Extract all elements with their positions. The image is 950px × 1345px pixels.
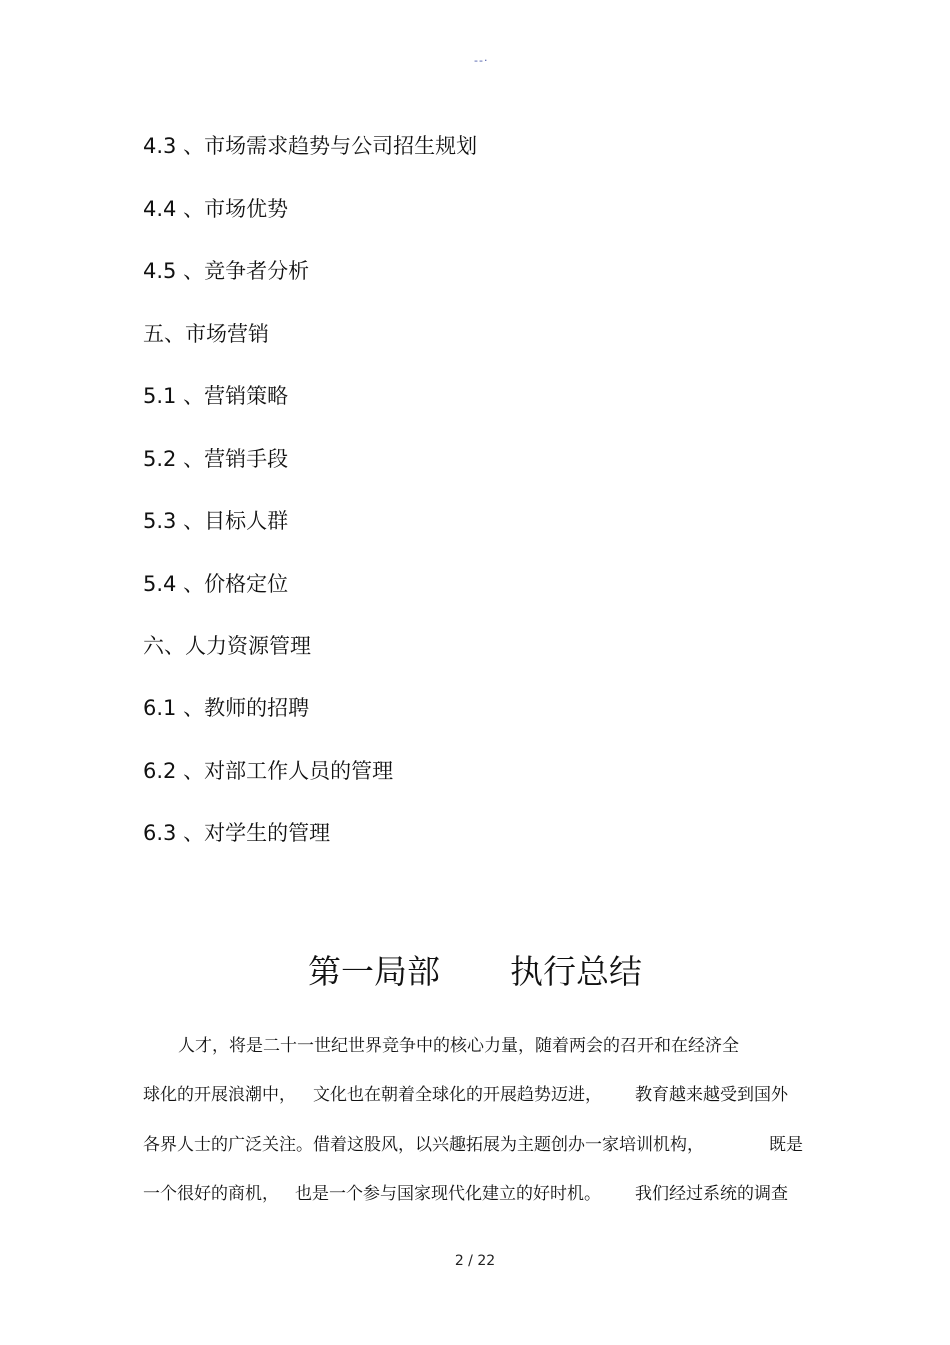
toc-item-chapter-6: 六、人力资源管理: [143, 634, 311, 658]
paragraph-line-3-segment-a: 各界人士的广泛关注。借着这股风，以兴趣拓展为主题创办一家培训机构，: [143, 1135, 704, 1155]
toc-item-chapter-5: 五、市场营销: [143, 322, 269, 346]
page-number: 2 / 22: [454, 1253, 496, 1269]
toc-item-5-3: 5.3 、目标人群: [143, 509, 289, 533]
toc-item-5-2: 5.2 、营销手段: [143, 447, 289, 471]
header-mark: --·: [474, 54, 489, 67]
toc-item-6-3: 6.3 、对学生的管理: [143, 821, 331, 845]
paragraph-line-2-segment-b: 文化也在朝着全球化的开展趋势迈进，: [313, 1085, 602, 1105]
toc-item-4-5: 4.5 、竞争者分析: [143, 259, 310, 283]
section-title: [0, 950, 950, 994]
paragraph-line-2-segment-a: 球化的开展浪潮中，: [143, 1085, 296, 1105]
toc-item-6-1: 6.1 、教师的招聘: [143, 696, 310, 720]
paragraph-line-4-segment-c: 我们经过系统的调查: [635, 1184, 788, 1204]
toc-item-4-3: 4.3 、市场需求趋势与公司招生规划: [143, 134, 478, 158]
paragraph-line-3-segment-b: 既是: [769, 1135, 803, 1155]
toc-item-6-2: 6.2 、对部工作人员的管理: [143, 759, 394, 783]
section-title-part1: 第一局部: [308, 952, 440, 991]
paragraph-line-4-segment-a: 一个很好的商机，: [143, 1184, 279, 1204]
paragraph-line-2-segment-c: 教育越来越受到国外: [635, 1085, 788, 1105]
toc-item-5-1: 5.1 、营销策略: [143, 384, 289, 408]
section-title-part2: 执行总结: [510, 952, 642, 991]
toc-item-4-4: 4.4 、市场优势: [143, 197, 289, 221]
paragraph-line-1-text: 人才，将是二十一世纪世界竞争中的核心力量，随着两会的召开和在经济全: [178, 1036, 739, 1056]
toc-item-5-4: 5.4 、价格定位: [143, 572, 289, 596]
paragraph-line-4-segment-b: 也是一个参与国家现代化建立的好时机。: [295, 1184, 601, 1204]
